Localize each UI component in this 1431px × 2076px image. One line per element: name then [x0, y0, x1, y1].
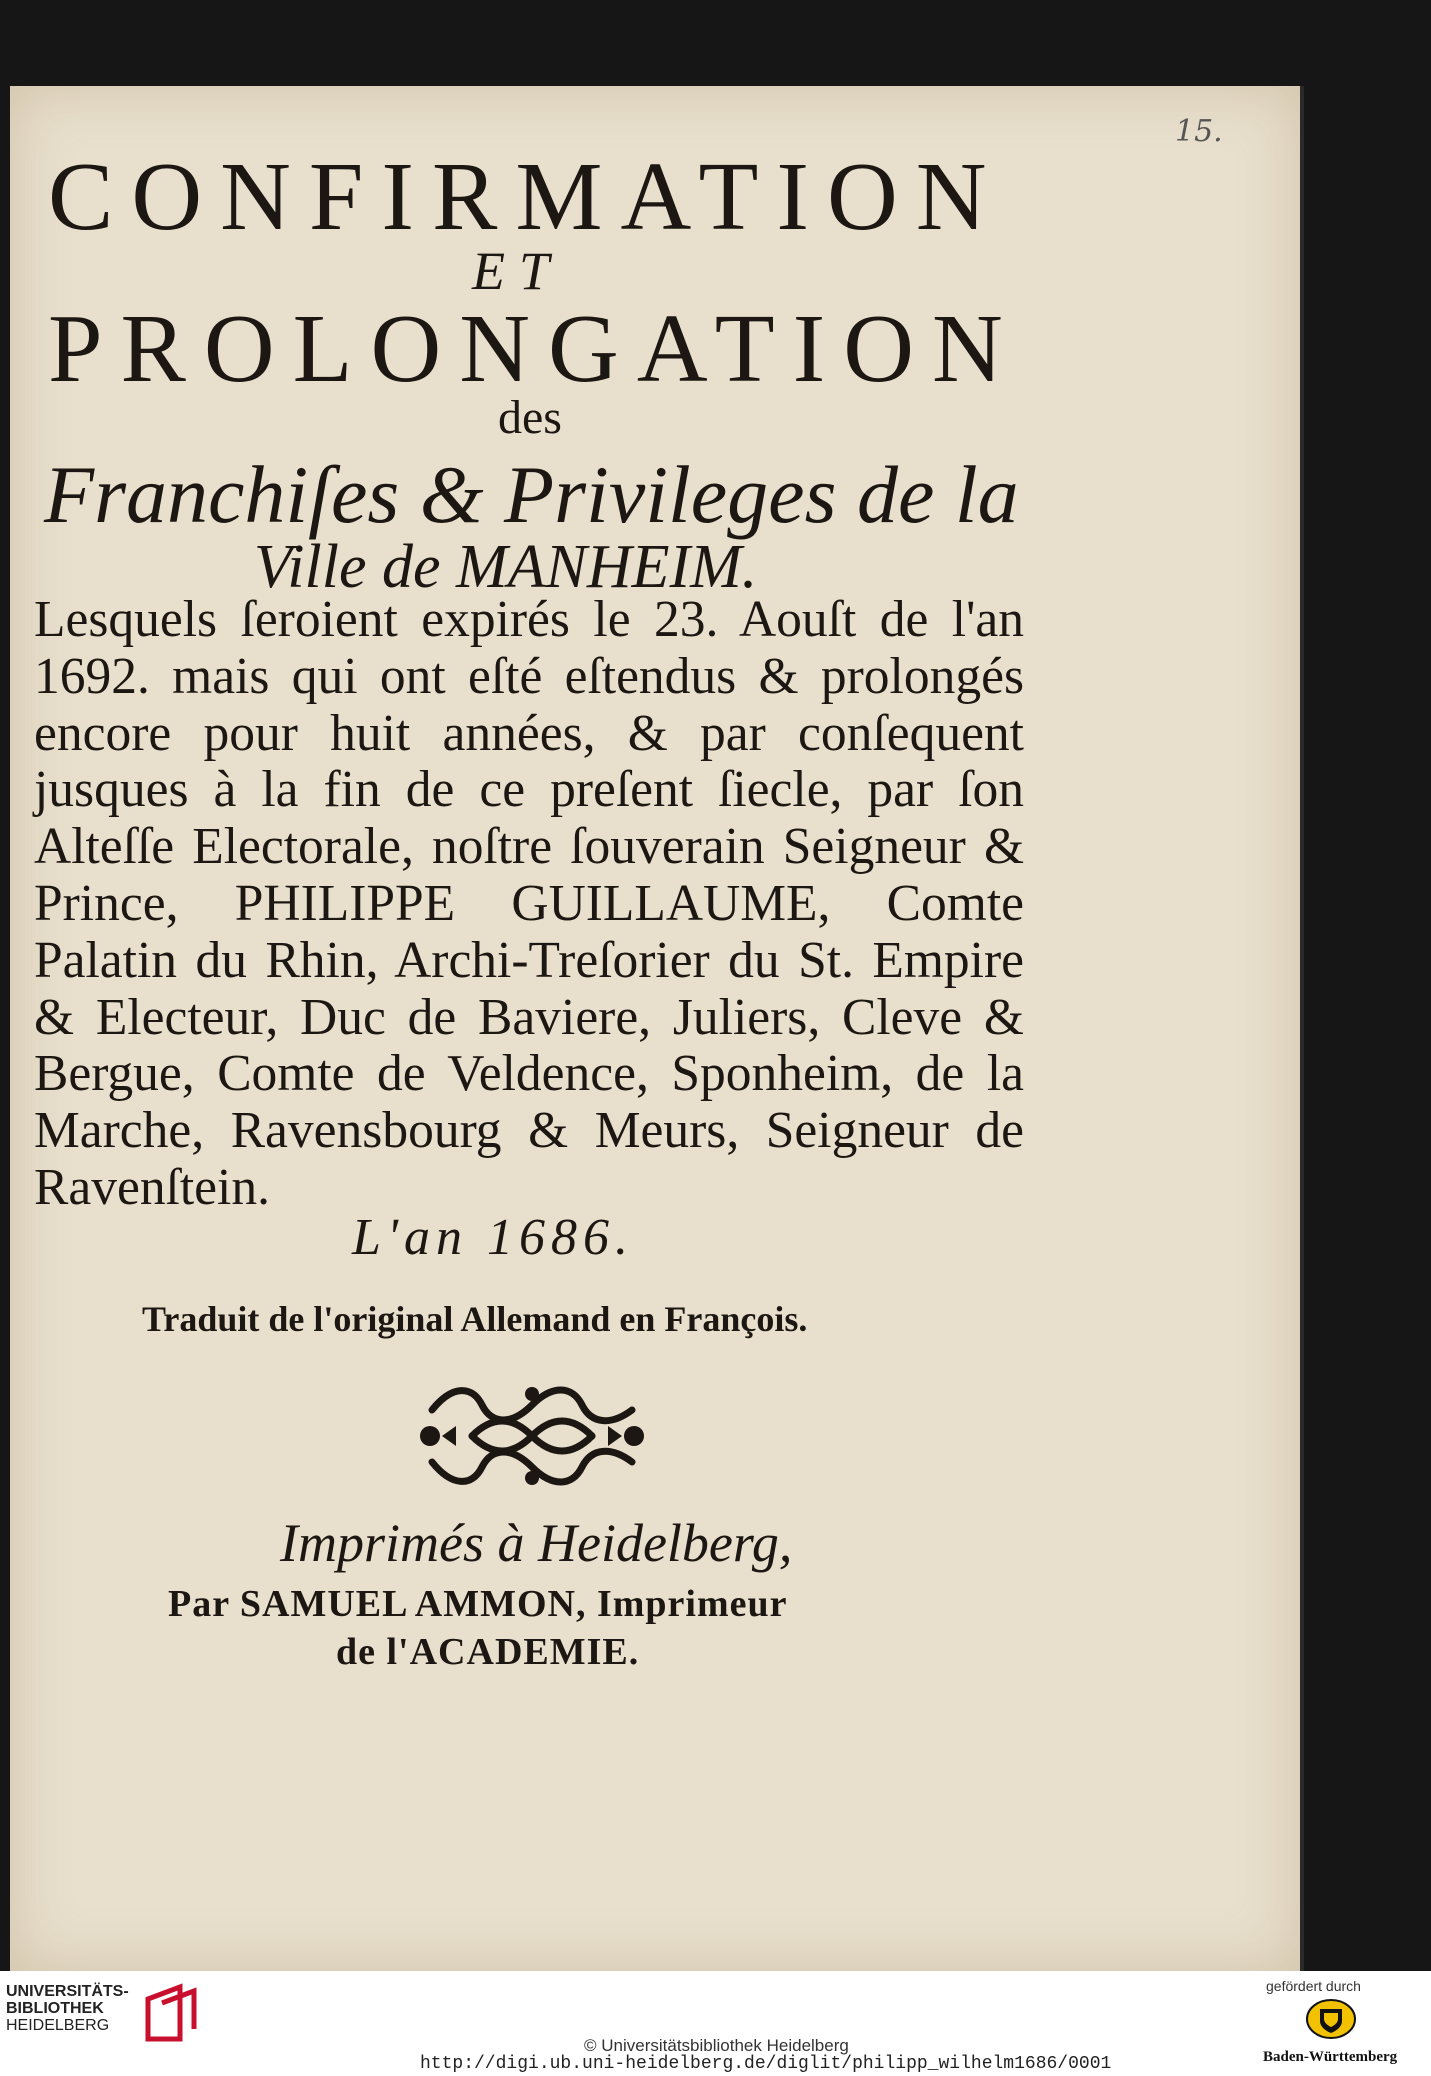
library-line-3: HEIDELBERG: [6, 2017, 110, 2034]
title-franchises: Franchiſes & Privileges de la: [44, 449, 1019, 540]
printers-ornament-icon: [412, 1380, 652, 1492]
page-edge: [1300, 86, 1304, 1971]
viewer-footer: [0, 1971, 1431, 2076]
title-des: des: [498, 391, 562, 444]
copyright-notice: © Universitätsbibliothek Heidelberg: [584, 2036, 849, 2055]
publication-year: L'an 1686.: [352, 1209, 635, 1266]
ub-heidelberg-logo-icon[interactable]: [140, 1981, 204, 2045]
imprint-academy: de l'ACADEMIE.: [336, 1631, 640, 1673]
title-confirmation: CONFIRMATION: [48, 143, 1005, 251]
permalink-url[interactable]: http://digi.ub.uni-heidelberg.de/diglit/philipp_wilhelm1686/0001: [420, 2054, 1112, 2074]
title-ville: Ville de MANHEIM.: [254, 533, 758, 601]
folio-number: 15.: [1175, 114, 1223, 149]
body-paragraph: Lesquels ſeroient expirés le 23. Aouſt de l'an 1692. mais qui ont eſté eſtendus & prolongés encore pour huit années, & par conſequent jusques à la fin de ce preſent ſiecle, par ſon Alteſſe Electorale, noſtre ſouverain Seigneur & Prince, PHILIPPE GUILLAUME, Comte Palatin du Rhin, Archi-Treſorier du St. Empire & Electeur, Duc de Baviere, Juliers, Cleve & Bergue, Comte de Veldence, Sponheim, de la Marche, Ravensbourg & Meurs, Seigneur de Ravenſtein.: [34, 591, 1024, 1216]
baden-wuerttemberg-crest-icon[interactable]: [1306, 1999, 1356, 2039]
translation-note: Traduit de l'original Allemand en François.: [142, 1299, 808, 1339]
funder-name: Baden-Württemberg: [1263, 2049, 1398, 2065]
library-name: [6, 1983, 129, 2034]
title-et: ET: [472, 241, 564, 301]
imprint-printer: Par SAMUEL AMMON, Imprimeur: [168, 1583, 788, 1625]
library-line-2: BIBLIOTHEK: [6, 2000, 104, 2017]
imprint-place: Imprimés à Heidelberg,: [280, 1513, 793, 1573]
title-prolongation: PROLONGATION: [48, 295, 1021, 403]
library-line-1: UNIVERSITÄTS-: [6, 1983, 129, 2000]
funded-by-label: gefördert durch: [1266, 1978, 1361, 1994]
